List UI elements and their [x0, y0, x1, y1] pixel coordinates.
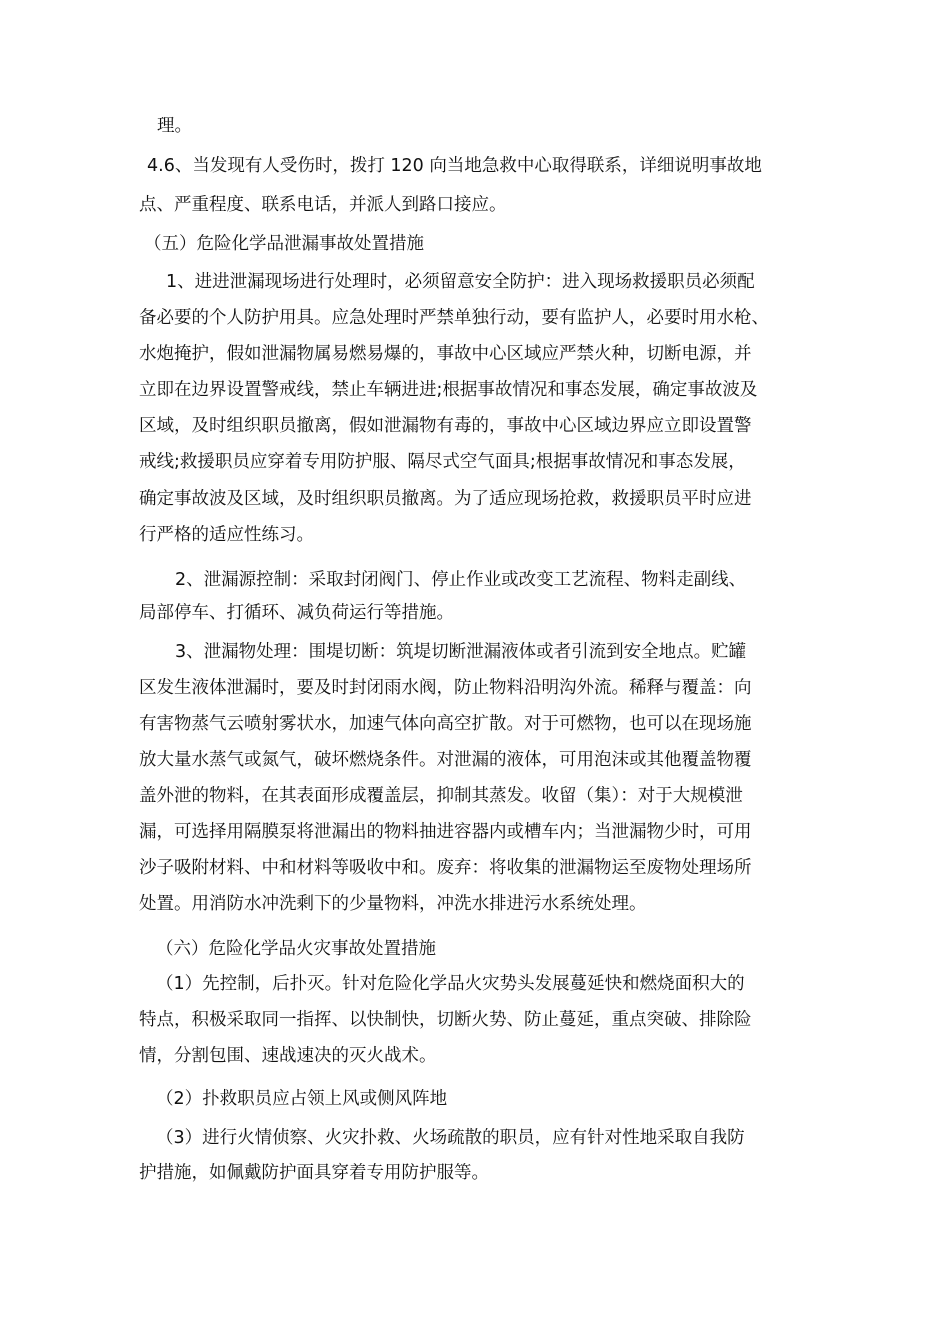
section-heading: （五）危险化学品泄漏事故处置措施	[144, 234, 424, 254]
text-line: 区域，及时组织职员撤离，假如泄漏物有毒的，事故中心区域边界应立即设置警	[139, 416, 752, 436]
text-line: 区发生液体泄漏时，要及时封闭雨水阀，防止物料沿明沟外流。稀释与覆盖：向	[139, 678, 752, 698]
text-line: 放大量水蒸气或氮气，破坏燃烧条件。对泄漏的液体，可用泡沫或其他覆盖物覆	[139, 750, 752, 770]
text-line: 盖外泄的物料，在其表面形成覆盖层，抑制其蒸发。收留（集）：对于大规模泄	[139, 786, 743, 806]
text-line: 备必要的个人防护用具。应急处理时严禁单独行动，要有监护人，必要时用水枪、	[139, 308, 769, 328]
text-line: 点、严重程度、联系电话，并派人到路口接应。	[139, 195, 507, 215]
text-line: 护措施，如佩戴防护面具穿着专用防护服等。	[139, 1163, 489, 1183]
text-line: 情，分割包围、速战速决的灭火战术。	[139, 1046, 437, 1066]
text-line: 戒线;救援职员应穿着专用防护服、隔尽式空气面具;根据事故情况和事态发展，	[139, 452, 746, 472]
text-line: 2、泄漏源控制：采取封闭阀门、停止作业或改变工艺流程、物料走副线、	[175, 570, 747, 590]
text-line: 1、进进泄漏现场进行处理时，必须留意安全防护：进入现场救援职员必须配	[166, 272, 755, 292]
text-line: 立即在边界设置警戒线，禁止车辆进进;根据事故情况和事态发展，确定事故波及	[139, 380, 758, 400]
text-line: 3、泄漏物处理：围堤切断：筑堤切断泄漏液体或者引流到安全地点。贮罐	[175, 642, 747, 662]
text-line: 沙子吸附材料、中和材料等吸收中和。废弃：将收集的泄漏物运至废物处理场所	[139, 858, 752, 878]
text-line: 行严格的适应性练习。	[139, 525, 314, 545]
text-line: （3）进行火情侦察、火灾扑救、火场疏散的职员，应有针对性地采取自我防	[156, 1128, 745, 1148]
text-line: 水炮掩护，假如泄漏物属易燃易爆的，事故中心区域应严禁火种，切断电源，并	[139, 344, 752, 364]
text-line: 特点，积极采取同一指挥、以快制快，切断火势、防止蔓延，重点突破、排除险	[139, 1010, 752, 1030]
text-line: 理。	[157, 116, 192, 136]
text-line: （2）扑救职员应占领上风或侧风阵地	[156, 1089, 448, 1109]
text-line: 确定事故波及区域，及时组织职员撤离。为了适应现场抢救，救援职员平时应进	[139, 489, 752, 509]
text-line: 处置。用消防水冲洗剩下的少量物料，冲洗水排进污水系统处理。	[139, 894, 647, 914]
text-line: （1）先控制，后扑灭。针对危险化学品火灾势头发展蔓延快和燃烧面积大的	[156, 974, 745, 994]
text-line: 有害物蒸气云喷射雾状水，加速气体向高空扩散。对于可燃物，也可以在现场施	[139, 714, 752, 734]
section-heading: （六）危险化学品火灾事故处置措施	[156, 939, 436, 959]
text-line: 漏，可选择用隔膜泵将泄漏出的物料抽进容器内或槽车内；当泄漏物少时，可用	[139, 822, 752, 842]
text-line: 局部停车、打循环、减负荷运行等措施。	[139, 603, 454, 623]
text-line: 4.6、当发现有人受伤时，拨打 120 向当地急救中心取得联系，详细说明事故地	[147, 156, 762, 176]
